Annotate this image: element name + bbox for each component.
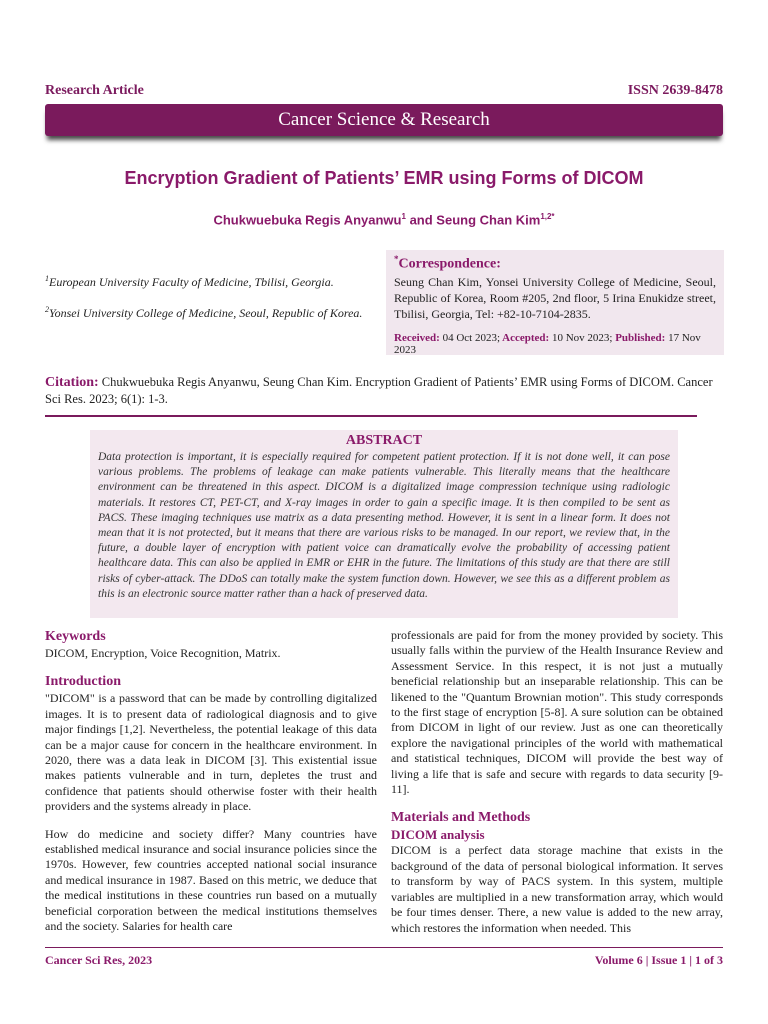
citation-text: Chukwuebuka Regis Anyanwu, Seung Chan Kim. Encryption Gradient of Patients’ EMR using Forms of DICOM. Cancer Sci Res. 2023; 6(1): 1-3. — [45, 375, 713, 406]
author-1-affil: 1 — [401, 212, 406, 221]
correspondence-heading: *Correspondence: — [394, 254, 501, 272]
abstract-box — [90, 430, 678, 618]
author-2-affil: 1,2* — [540, 212, 555, 221]
abstract-text: Data protection is important, it is especially required for competent patient protection. If it is not done well, it can pose various problems. The problems of leakage can make patients vulnerable. This literally means that the healthcare environment can be threatened in this aspect. DICOM is a digitalized image compression technique using radiologic materials. It restores CT, PET-CT, and X-ray images in order to gain a specific image. It is then compiled to be sent as PACS. These imaging techniques use matrix as a data presenting method. However, it is sent in a linear form. It does not mean that it is not protected, but it means that there are various risks to be managed. In our report, we review that, in the future, a double layer of encryption with patient voice can dramatically evolve the probability of accessing patient healthcare data. This can also be applied in EMR or EHR in the future. The limitations of this study are that there are still risks of cyber-attack. The DDoS can totally make the system function down. However, we see this as a different problem as this is an electronic source matter rather than a hack of preserved data. — [98, 451, 670, 600]
footer-journal: Cancer Sci Res, 2023 — [45, 953, 153, 967]
author-and: and — [405, 212, 437, 228]
introduction-heading: Introduction — [45, 674, 121, 690]
issn: ISSN 2639-8478 — [627, 83, 723, 98]
journal-banner — [45, 104, 723, 136]
methods-heading: Materials and Methods — [391, 810, 531, 826]
keywords-text: DICOM, Encryption, Voice Recognition, Matrix. — [45, 646, 281, 660]
divider — [45, 415, 697, 417]
left-column — [45, 628, 377, 935]
right-column — [391, 628, 723, 936]
affiliation-2: $^2$Yonsei University College of Medicine, Seoul, Republic of Korea. — [45, 305, 363, 320]
journal-name: Cancer Science & Research — [278, 109, 490, 130]
intro-paragraph-1: "DICOM" is a password that can be made by controlling digitalized images. It is to present data of radiological diagnosis and to give major findings [1,2]. Nevertheless, the potential leakage of this data can be a major cause for concern in the healthcare environment. In 2020, there was a data leak in DICOM [3]. This existential issue makes patients vulnerable and in turn, depletes the trust and confidence that patients should otherwise foster with their health providers and the systems already in place. — [45, 691, 377, 814]
paper-title: Encryption Gradient of Patients’ EMR using Forms of DICOM — [124, 168, 644, 188]
correspondence-box — [386, 250, 724, 355]
dicom-analysis-heading: DICOM analysis — [391, 827, 485, 843]
citation-label: Citation: — [45, 375, 99, 390]
keywords-heading: Keywords — [45, 629, 106, 644]
footer-page-info: Volume 6 | Issue 1 | 1 of 3 — [594, 953, 723, 967]
article-dates: Received: 04 Oct 2023; Accepted: 10 Nov 2023; Published: 17 Nov 2023 — [394, 331, 701, 356]
intro-paragraph-2-cont: professionals are paid for from the money provided by society. This usually falls within the purview of the Health Insurance Review and Assessment Service. In this respect, it is not just a mutually beneficial relationship but an inseparable relationship. This can be likened to the "Quantum Brownian motion". This study corresponds to the first stage of encryption [5-8]. A sure solution can be obtained from DICOM in light of our review. Just as one can theoretically explore the navigational principles of the world with mathematical and statistical techniques, DICOM will provide the best way of living a life that is safe and secure with regards to data security [9-11]. — [391, 628, 723, 797]
author-2: Seung Chan Kim — [436, 212, 541, 228]
abstract-heading: ABSTRACT — [345, 433, 423, 448]
intro-paragraph-2: How do medicine and society differ? Many countries have established medical insurance and social insurance policies since the 1970s. However, few countries accepted national social insurance and medical insurance in 1987. Based on this metric, we deduce that the medical institutions in these countries run based on a mutually beneficial corporation between the medical institutions themselves and the society. Salaries for health care — [45, 826, 377, 934]
methods-paragraph-1: DICOM is a perfect data storage machine that exists in the background of the data of personal biological information. It serves to transform by way of PACS system. In this system, multiple variables are multiplied in a new transformation array, which would be four times denser. There, a new value is added to the new array, which restores the information when needed. This — [391, 843, 723, 935]
authors — [0, 212, 768, 227]
article-type: Research Article — [45, 83, 144, 98]
affiliation-1: $^1$European University Faculty of Medicine, Tbilisi, Georgia. — [45, 274, 334, 289]
author-1: Chukwuebuka Regis Anyanwu — [213, 212, 402, 228]
correspondence-text: Seung Chan Kim, Yonsei University College of Medicine, Seoul, Republic of Korea, Room #205, 2nd floor, 5 Irina Enukidze street, Tbilisi, Georgia, Tel: +82-10-7104-2835. — [394, 274, 716, 321]
citation — [45, 374, 723, 408]
footer — [45, 947, 723, 967]
top-header — [45, 83, 723, 101]
